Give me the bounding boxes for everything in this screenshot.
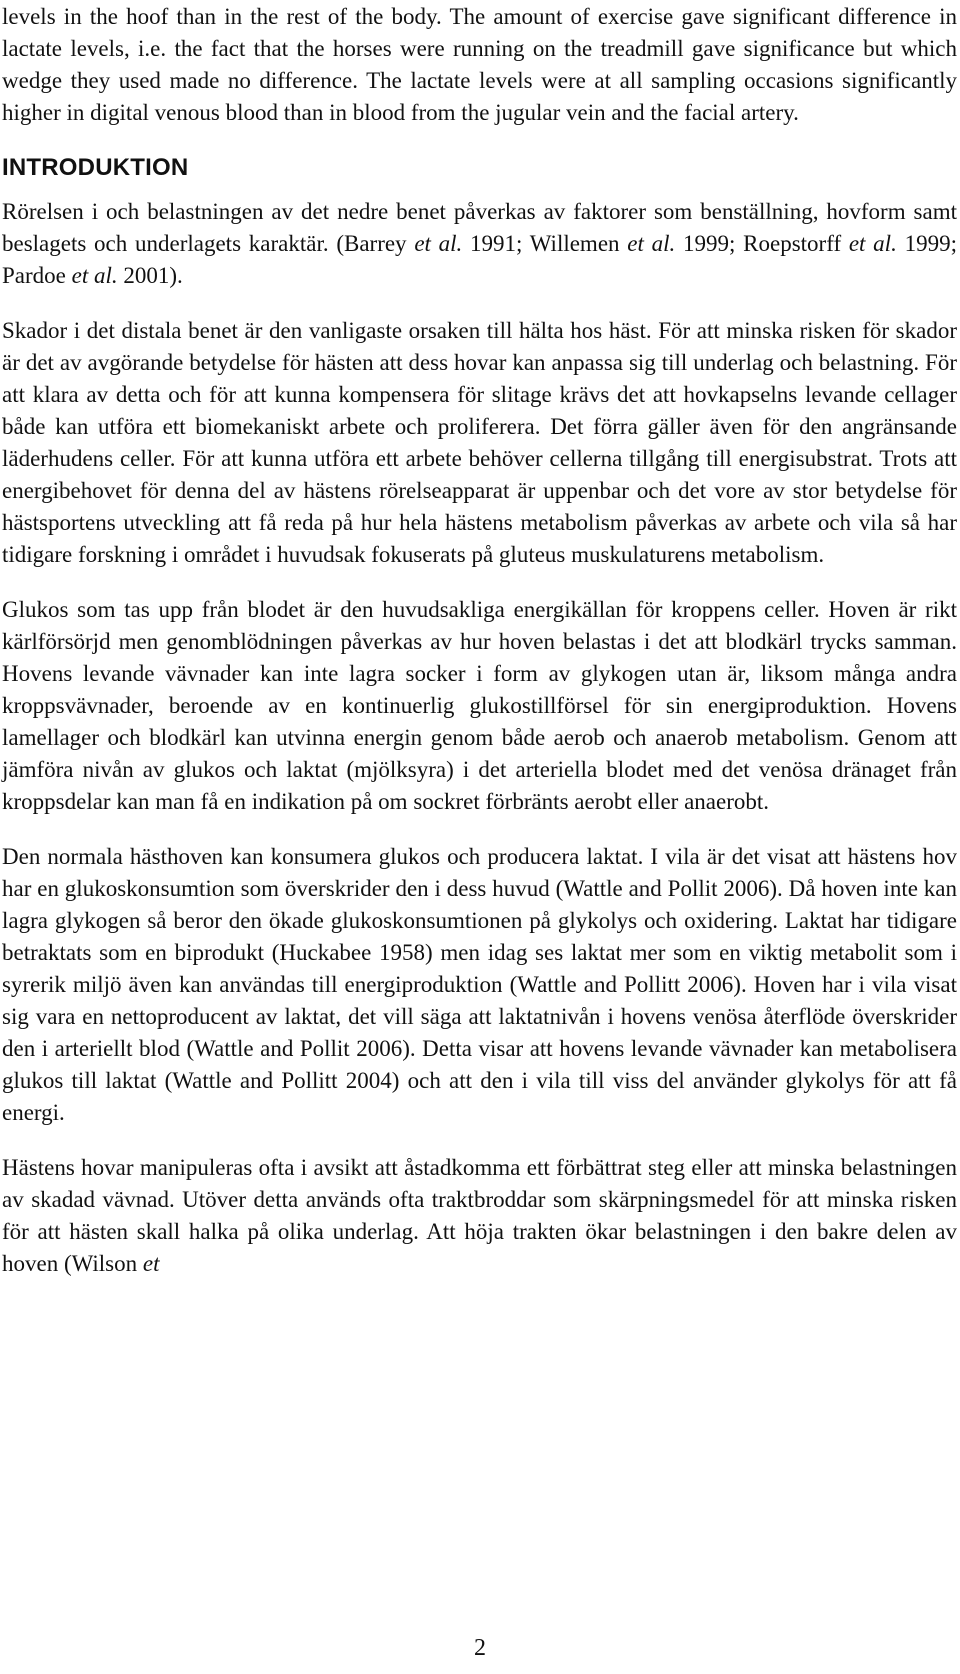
citation-et-al: et al. — [627, 231, 676, 256]
section-heading-introduktion: INTRODUKTION — [2, 154, 189, 181]
citation-et-al: et al. — [414, 231, 463, 256]
paragraph-intro-1 — [2, 196, 957, 292]
citation-et-al: et al. — [848, 231, 897, 256]
paragraph-text: Rörelsen i och belastningen av det nedre benet påverkas av faktorer som benställning, hovform samt beslagets och underlagets karaktär. (Barrey — [2, 199, 957, 256]
paragraph-intro-5 — [2, 1152, 957, 1280]
page-number: 2 — [474, 1635, 486, 1661]
paragraph-intro-3: Glukos som tas upp från blodet är den huvudsakliga energikällan för kroppens celler. Hoven är rikt kärlförsörjd men genomblödningen påverkas av hur hoven belastas i det att blodkärl trycks samman. Hovens levande vävnader kan inte lagra socker i form av glykogen utan är, liksom många andra kroppsvävnader, beroende av en kontinuerlig glukostillförsel för sin energiproduktion. Hovens lamellager och blodkärl kan utvinna energin genom både aerob och anaerob metabolism. Genom att jämföra nivån av glukos och laktat (mjölksyra) i det arteriella blodet med det venösa dränaget från kroppsdelar kan man få en indikation på om sockret förbränts aerobt eller anaerobt. — [2, 597, 957, 814]
paragraph-abstract-continuation: levels in the hoof than in the rest of the body. The amount of exercise gave significant difference in lactate levels, i.e. the fact that the horses were running on the treadmill gave significance but which wedge they used made no difference. The lactate levels were at all sampling occasions significantly higher in digital venous blood than in blood from the jugular vein and the facial artery. — [2, 4, 957, 125]
citation-et-al: et — [142, 1251, 160, 1276]
paragraph-text: 1991; Willemen — [462, 231, 628, 256]
paragraph-text: 1999; Pardoe — [2, 231, 957, 288]
paragraph-text: 1999; Roepstorff — [675, 231, 849, 256]
paragraph-text: Hästens hovar manipuleras ofta i avsikt att åstadkomma ett förbättrat steg eller att minska belastningen av skadad vävnad. Utöver detta används ofta traktbroddar som skärpningsmedel för att minska risken för att hästen skall halka på olika underlag. Att höja trakten ökar belastningen i den bakre delen av hoven (Wilson — [2, 1155, 957, 1276]
paragraph-text: 2001). — [117, 263, 183, 288]
citation-et-al: et al. — [71, 263, 118, 288]
paragraph-intro-2: Skador i det distala benet är den vanligaste orsaken till hälta hos häst. För att minska risken för skador är det av avgörande betydelse för hästen att dess hovar kan anpassa sig till underlag och belastning. För att klara av detta och för att kunna kompensera för slitage krävs det att hovkapselns levande cellager både kan utföra ett biomekaniskt arbete och proliferera. Det förra gäller även för den angränsande läderhudens celler. För att kunna utföra ett arbete behöver cellerna tillgång till energisubstrat. Trots att energibehovet för denna del av hästens rörelseapparat är uppenbar och det vore av stor betydelse för hästsportens utveckling att få reda på hur hela hästens metabolism påverkas av arbete och vila så har tidigare forskning i området i huvudsak fokuserats på gluteus muskulaturens metabolism. — [2, 318, 957, 567]
paragraph-intro-4: Den normala hästhoven kan konsumera glukos och producera laktat. I vila är det visat att hästens hov har en glukoskonsumtion som överskrider den i dess huvud (Wattle and Pollit 2006). Då hoven inte kan lagra glykogen så beror den ökade glukoskonsumtionen på glykolys och oxidering. Laktat har tidigare betraktats som en biprodukt (Huckabee 1958) men idag ses laktat mer som en viktig metabolit som i syrerik miljö även kan användas till energiproduktion (Wattle and Pollitt 2006). Hoven har i vila visat sig vara en nettoproducent av laktat, det vill säga att laktatnivån i hovens venösa återflöde överskrider den i arteriellt blod (Wattle and Pollit 2006). Detta visar att hovens levande vävnader kan metabolisera glukos till laktat (Wattle and Pollitt 2004) och att den i vila till viss del använder glykolys för att få energi. — [2, 844, 957, 1125]
